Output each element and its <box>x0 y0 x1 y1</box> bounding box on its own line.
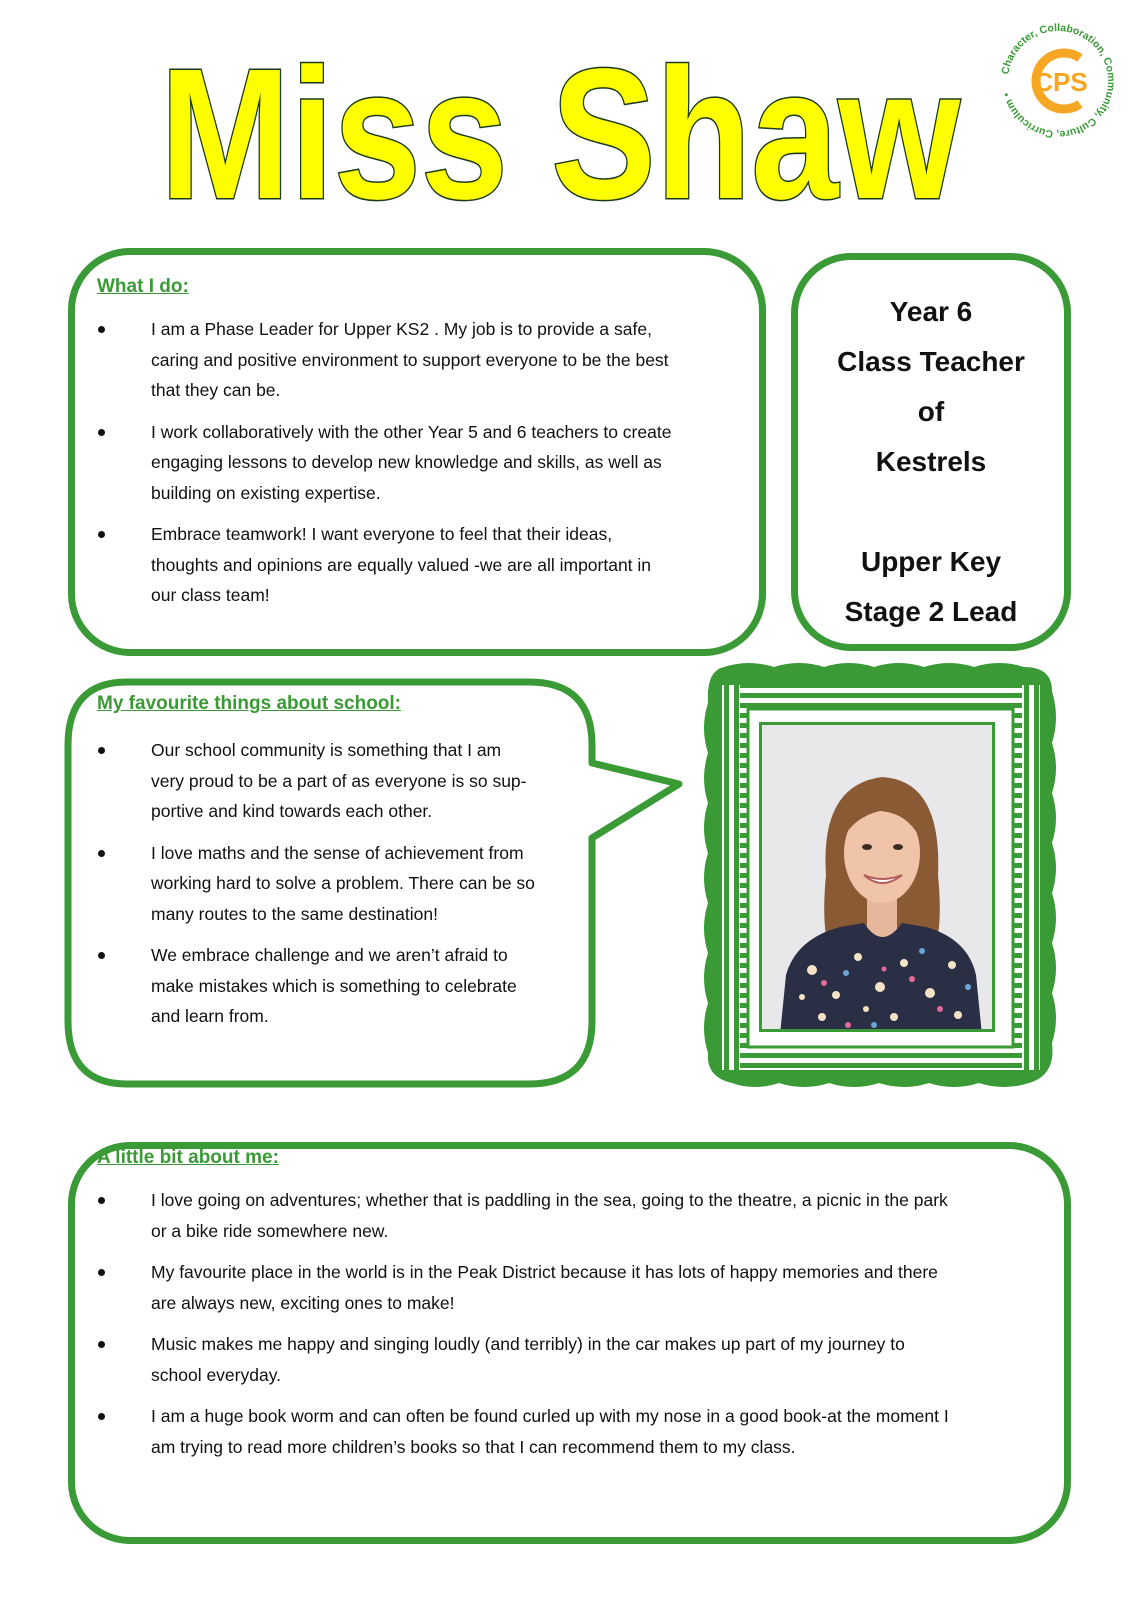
school-logo <box>995 18 1121 144</box>
bullet-icon <box>98 531 105 538</box>
list-item <box>96 940 616 1032</box>
list-item-line: many routes to the same destination! <box>151 903 438 924</box>
list-item-line: building on existing expertise. <box>151 482 381 503</box>
what-i-do-list <box>96 314 746 622</box>
list-item-line: caring and positive environment to support everyone to be the best <box>151 349 669 370</box>
list-item-line: are always new, exciting ones to make! <box>151 1292 455 1313</box>
bullet-icon <box>98 1413 105 1420</box>
list-item-line: am trying to read more children’s books so that I can recommend them to my class. <box>151 1436 796 1457</box>
list-item <box>96 1401 1046 1462</box>
favourite-list <box>96 735 616 1043</box>
list-item <box>96 735 616 827</box>
list-item <box>96 1329 1046 1390</box>
role-line <box>798 487 1064 537</box>
page-title-graphic <box>150 40 970 215</box>
list-item-line: very proud to be a part of as everyone is so sup- <box>151 770 527 791</box>
role-line: Stage 2 Lead <box>844 596 1018 627</box>
bullet-icon <box>98 1269 105 1276</box>
role-panel <box>791 253 1071 651</box>
what-i-do-heading: What I do: <box>97 276 189 297</box>
list-item <box>96 519 746 611</box>
about-me-heading: A little bit about me: <box>97 1147 279 1168</box>
page-title <box>150 40 970 215</box>
list-item-line: I love going on adventures; whether that is paddling in the sea, going to the theatre, a picnic in the park <box>151 1190 948 1210</box>
list-item-line: portive and kind towards each other. <box>151 801 433 821</box>
list-item-line: I love maths and the sense of achievement from <box>151 842 524 863</box>
logo-ring-text: Character, Collaboration, Community, Culture, Curriculum • <box>999 21 1118 141</box>
role-line: Class Teacher <box>837 346 1025 377</box>
logo-initials: CPS <box>1034 67 1088 97</box>
list-item-line: our class team! <box>151 585 270 605</box>
list-item-line: thoughts and opinions are equally valued -we are all important in <box>151 554 652 575</box>
list-item-line: working hard to solve a problem. There can be so <box>151 873 535 893</box>
list-item-line: We embrace challenge and we aren’t afraid to <box>151 945 508 965</box>
about-me-list <box>96 1185 1046 1473</box>
bullet-icon <box>98 850 105 857</box>
list-item-line: make mistakes which is something to celebrate <box>151 975 517 996</box>
favourite-heading: My favourite things about school: <box>97 693 402 714</box>
role-line: Kestrels <box>875 446 987 477</box>
list-item-line: Music makes me happy and singing loudly (and terribly) in the car makes up part of my journey to <box>151 1334 905 1354</box>
bullet-icon <box>98 952 105 959</box>
list-item <box>96 838 616 930</box>
list-item-line: and learn from. <box>151 1006 269 1026</box>
list-item-line: or a bike ride somewhere new. <box>151 1220 389 1241</box>
list-item-line: Our school community is something that I am <box>151 740 502 760</box>
bullet-icon <box>98 326 105 333</box>
bullet-icon <box>98 1197 105 1204</box>
list-item-line: I am a huge book worm and can often be found curled up with my nose in a good book-at the moment I <box>151 1406 949 1426</box>
list-item <box>96 1257 1046 1318</box>
role-text <box>798 287 1064 637</box>
role-line: Year 6 <box>889 296 973 327</box>
list-item-line: that they can be. <box>151 380 281 400</box>
list-item <box>96 417 746 509</box>
list-item-line: My favourite place in the world is in the Peak District because it has lots of happy memories and there <box>151 1262 938 1282</box>
list-item-line: engaging lessons to develop new knowledge and skills, as well as <box>151 452 662 472</box>
list-item <box>96 314 746 406</box>
bullet-icon <box>98 1341 105 1348</box>
list-item-line: I am a Phase Leader for Upper KS2 . My job is to provide a safe, <box>151 319 652 339</box>
role-line: of <box>917 396 945 427</box>
bullet-icon <box>98 429 105 436</box>
list-item-line: Embrace teamwork! I want everyone to feel that their ideas, <box>151 524 613 544</box>
bullet-icon <box>98 747 105 754</box>
list-item-line: school everyday. <box>151 1364 282 1385</box>
role-line: Upper Key <box>860 546 1002 577</box>
list-item-line: I work collaboratively with the other Year 5 and 6 teachers to create <box>151 421 672 442</box>
teacher-photo <box>759 722 995 1032</box>
page-title-text: Miss Shaw <box>160 40 962 215</box>
list-item <box>96 1185 1046 1246</box>
